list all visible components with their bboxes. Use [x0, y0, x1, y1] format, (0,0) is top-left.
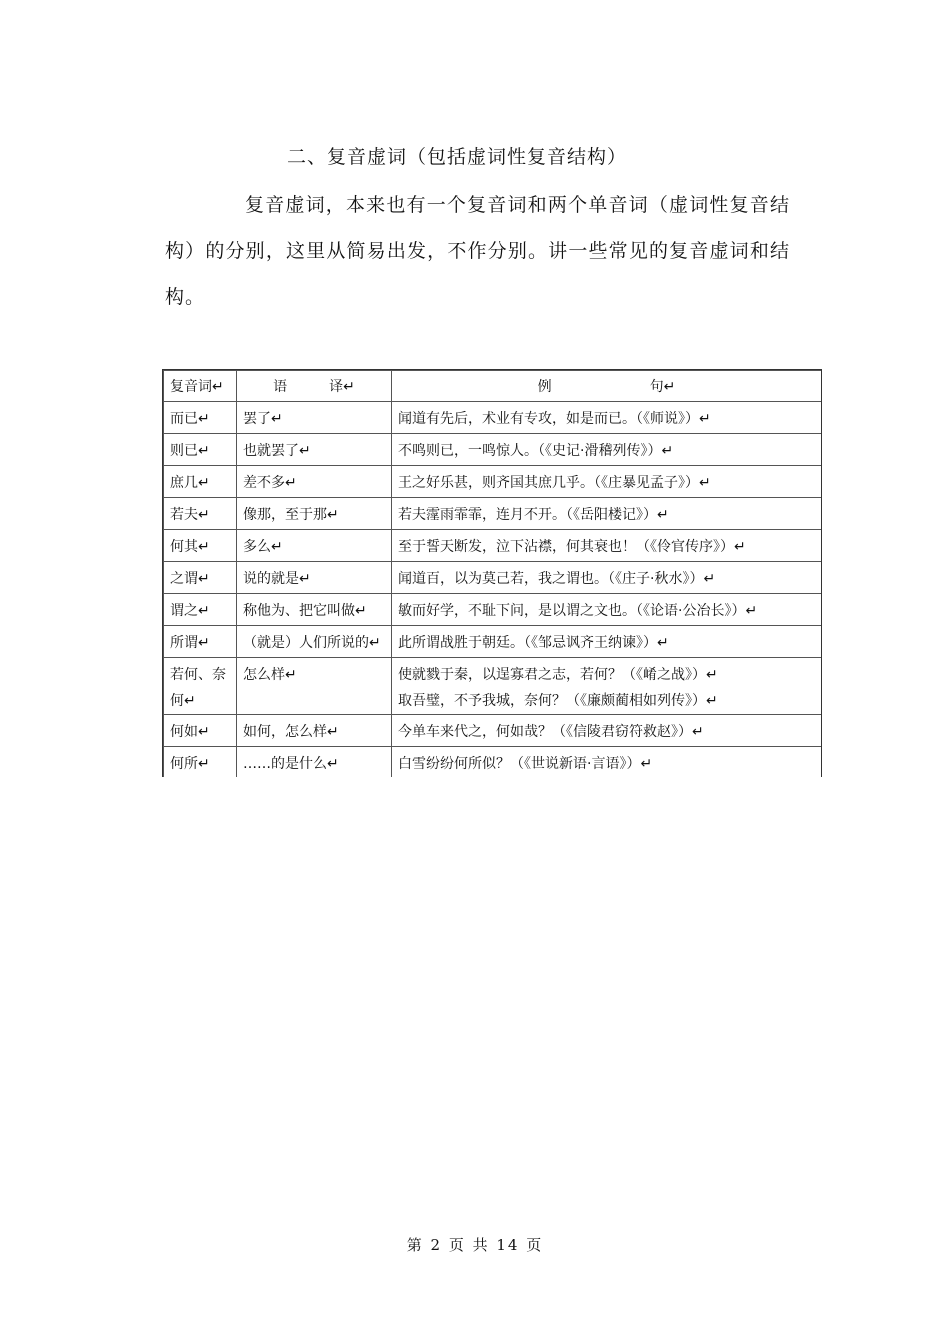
- table-row: [164, 594, 822, 626]
- table-row: [164, 466, 822, 498]
- function-word-table: [163, 370, 822, 777]
- cell-example: [392, 658, 822, 715]
- cell-example: [392, 530, 822, 562]
- cell-word: 之谓↵: [164, 562, 237, 594]
- table-row: [164, 402, 822, 434]
- table-row: [164, 562, 822, 594]
- cell-word: 谓之↵: [164, 594, 237, 626]
- example-sentence: 白雪纷纷何所似？（《世说新语·言语》）↵: [398, 755, 653, 772]
- table-row: [164, 715, 822, 747]
- table-row: [164, 434, 822, 466]
- example-sentence: 闻道有先后，术业有专攻，如是而已。（《师说》）↵: [398, 410, 711, 427]
- example-sentence: 王之好乐甚，则齐国其庶几乎。（《庄暴见孟子》）↵: [398, 474, 711, 491]
- table-row: [164, 530, 822, 562]
- cell-example: [392, 715, 822, 747]
- example-sentence: 今单车来代之，何如哉？（《信陵君窃符救赵》）↵: [398, 723, 704, 740]
- cell-meaning: ……的是什么↵: [237, 747, 392, 778]
- cell-word: 所谓↵: [164, 626, 237, 658]
- cell-word: 何所↵: [164, 747, 237, 778]
- cell-example: [392, 626, 822, 658]
- cell-example: [392, 498, 822, 530]
- example-sentence: 使就戮于秦，以逞寡君之志，若何？（《崤之战》）↵: [398, 667, 718, 683]
- cell-meaning: 如何，怎么样↵: [237, 715, 392, 747]
- cell-example: [392, 594, 822, 626]
- cell-word: 而已↵: [164, 402, 237, 434]
- cell-word: 则已↵: [164, 434, 237, 466]
- table-row: [164, 498, 822, 530]
- cell-example: [392, 562, 822, 594]
- cell-word: 若何、奈何↵: [164, 658, 237, 715]
- example-sentence: 取吾璧，不予我城，奈何？（《廉颇蔺相如列传》）↵: [398, 693, 718, 709]
- header-word: 复音词↵: [164, 371, 237, 402]
- table-row: [164, 658, 822, 715]
- intro-paragraph: [165, 182, 790, 320]
- cell-word: 何如↵: [164, 715, 237, 747]
- example-sentence: 不鸣则已，一鸣惊人。（《史记·滑稽列传》）↵: [398, 442, 674, 459]
- cell-word: 何其↵: [164, 530, 237, 562]
- cell-meaning: 说的就是↵: [237, 562, 392, 594]
- cell-meaning: 称他为、把它叫做↵: [237, 594, 392, 626]
- cell-meaning: 多么↵: [237, 530, 392, 562]
- cell-example: [392, 466, 822, 498]
- example-sentence: 敏而好学，不耻下问，是以谓之文也。（《论语·公冶长》）↵: [398, 602, 758, 619]
- function-word-table-container: [162, 369, 822, 777]
- page-footer: 第 2 页 共 14 页: [406, 1236, 544, 1254]
- cell-example: [392, 402, 822, 434]
- cell-word: 若夫↵: [164, 498, 237, 530]
- cell-meaning: 也就罢了↵: [237, 434, 392, 466]
- cell-word: 庶几↵: [164, 466, 237, 498]
- example-sentence: 闻道百，以为莫己若，我之谓也。（《庄子·秋水》）↵: [398, 570, 716, 587]
- cell-meaning: （就是）人们所说的↵: [237, 626, 392, 658]
- table-header-row: [164, 371, 822, 402]
- cell-meaning: 怎么样↵: [237, 658, 392, 715]
- section-heading: 二、复音虚词（包括虚词性复音结构）: [287, 146, 628, 168]
- cell-example: [392, 434, 822, 466]
- example-sentence: 若夫霪雨霏霏，连月不开。（《岳阳楼记》）↵: [398, 506, 669, 523]
- cell-meaning: 差不多↵: [237, 466, 392, 498]
- cell-example: [392, 747, 822, 778]
- example-sentence: 此所谓战胜于朝廷。（《邹忌讽齐王纳谏》）↵: [398, 634, 669, 651]
- table-row: [164, 747, 822, 778]
- header-example: 例 句↵: [392, 371, 822, 402]
- cell-meaning: 罢了↵: [237, 402, 392, 434]
- header-meaning: 语 译↵: [237, 371, 392, 402]
- cell-meaning: 像那，至于那↵: [237, 498, 392, 530]
- intro-paragraph-text: 复音虚词，本来也有一个复音词和两个单音词（虚词性复音结构）的分别，这里从简易出发，不作分别。讲一些常见的复音虚词和结构。: [165, 194, 790, 308]
- table-row: [164, 626, 822, 658]
- example-sentence: 至于誓天断发，泣下沾襟，何其衰也！（《伶官传序》）↵: [398, 538, 746, 555]
